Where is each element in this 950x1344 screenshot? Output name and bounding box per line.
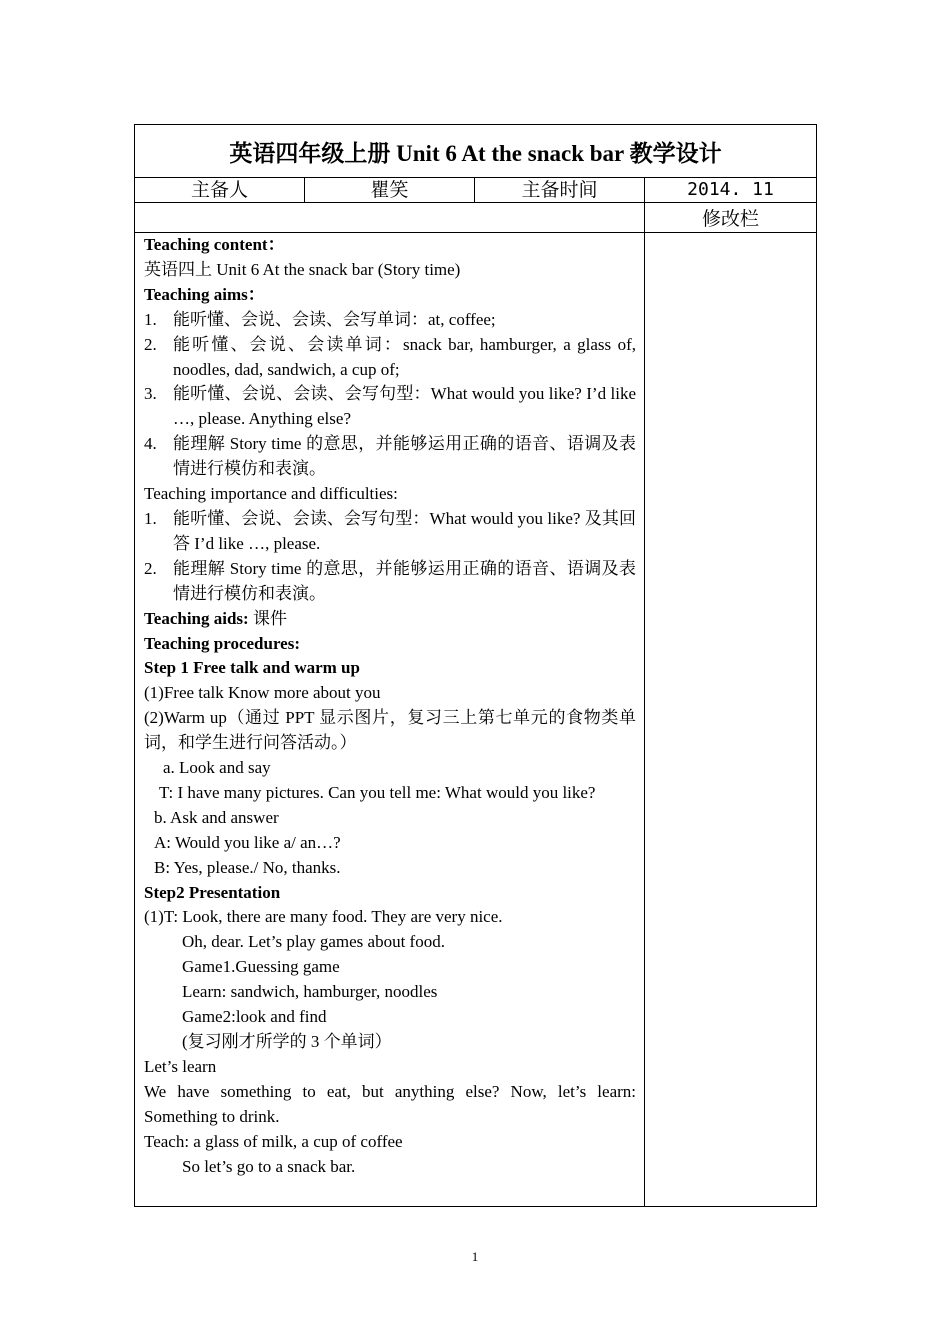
preparer-label: 主备人 [135,178,305,203]
step2-indented-line: Oh, dear. Let’s play games about food. [182,932,445,952]
teaching-aids [144,607,636,632]
snack-bar-line: So let’s go to a snack bar. [182,1156,356,1176]
aim-item: 1. 能听懂、会说、会读、会写单词：at, coffee; [144,309,496,329]
learn-text: We have something to eat, but anything else? Now, let’s learn: Something to drink. [144,1081,636,1126]
ask-and-answer: b. Ask and answer [154,807,279,827]
step2-indented-line: Game1.Guessing game [182,957,340,977]
teaching-content-label: Teaching content： [144,235,285,254]
aim-item: 2. 能听懂、会说、会读单词：snack bar, hamburger, a glass of, noodles, dad, sandwich, a cup of; [144,334,636,379]
lesson-plan-table [134,124,817,1207]
lets-learn: Let’s learn [144,1056,217,1076]
procedures-label: Teaching procedures: [144,633,301,653]
teaching-aims-label: Teaching aims： [144,284,265,304]
content-cell [135,233,645,1207]
page-number: 1 [471,1249,479,1264]
importance-label: Teaching importance and difficulties: [144,484,398,504]
revision-column [645,233,817,1207]
step2-indented-line: Learn: sandwich, hamburger, noodles [182,982,438,1002]
importance-item: 2. 能理解 Story time 的意思，并能够运用正确的语音、语调及表情进行模仿和表演。 [144,558,636,603]
step2-indented-line: Game2:look and find [182,1007,327,1027]
dialog-line-b: B: Yes, please./ No, thanks. [154,857,341,877]
prep-time-label: 主备时间 [475,178,645,203]
preparer-name: 瞿笑 [305,178,475,203]
look-and-say: a. Look and say [163,758,271,778]
teach-line: Teach: a glass of milk, a cup of coffee [144,1131,403,1151]
prep-time-value: 2014. 11 [645,178,817,203]
teaching-content: 英语四上 Unit 6 At the snack bar (Story time) [144,259,461,279]
step2-line: (1)T: Look, there are many food. They are very nice. [144,907,503,927]
document-title: 英语四年级上册 Unit 6 At the snack bar 教学设计 [135,125,817,178]
blank-header-cell [135,203,645,233]
step1-line: (2)Warm up（通过 PPT 显示图片，复习三上第七单元的食物类单词，和学生进行问答活动。） [144,708,636,753]
importance-item: 1. 能听懂、会说、会读、会写句型：What would you like? 及其回答 I’d like …, please. [144,508,636,553]
teaching-aids-value: 课件 [248,608,287,628]
dialog-line-a: A: Would you like a/ an…? [154,832,341,852]
aim-item: 4. 能理解 Story time 的意思，并能够运用正确的语音、语调及表情进行模仿和表演。 [144,434,636,479]
step2-heading: Step2 Presentation [144,882,281,902]
revision-column-header: 修改栏 [645,203,817,233]
step1-heading: Step 1 Free talk and warm up [144,658,360,678]
teacher-question: T: I have many pictures. Can you tell me: What would you like? [159,782,596,802]
aim-item: 3. 能听懂、会说、会读、会写句型：What would you like? I’d like …, please. Anything else? [144,384,636,429]
teaching-aids-label: Teaching aids: [144,608,249,628]
step1-line: (1)Free talk Know more about you [144,683,381,703]
step2-indented-line: (复习刚才所学的 3 个单词） [182,1032,392,1051]
